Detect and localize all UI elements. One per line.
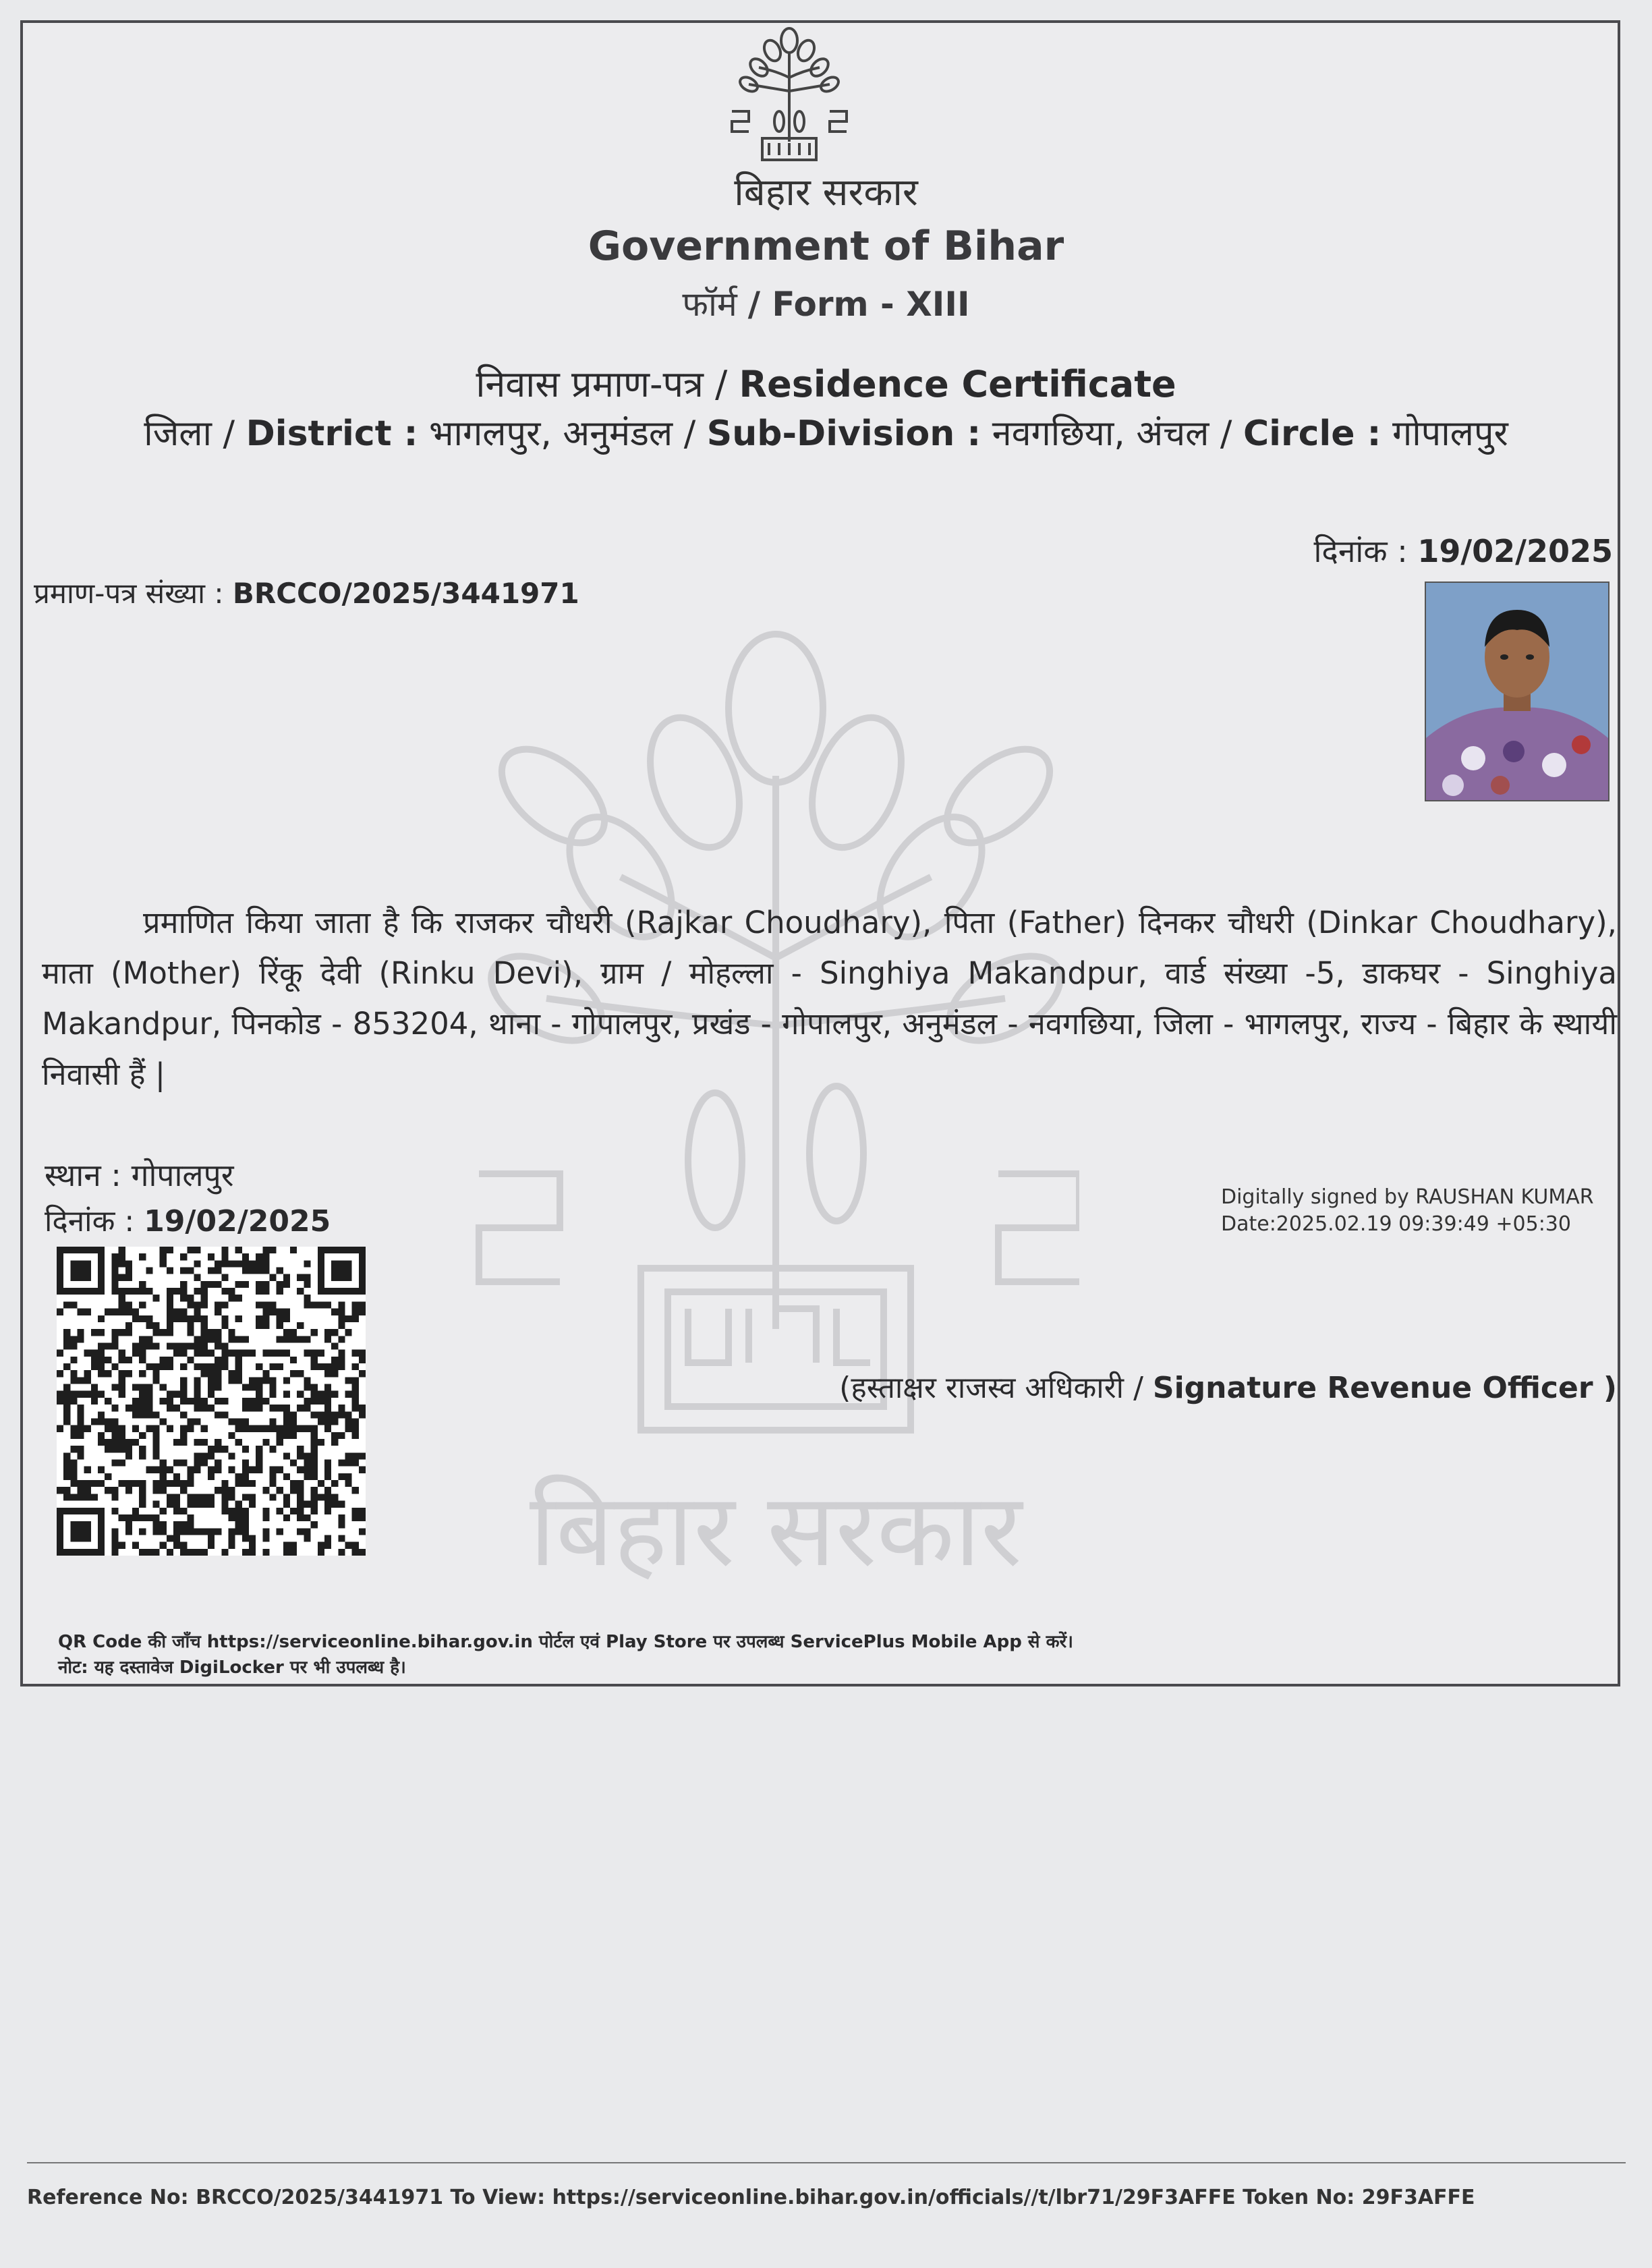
signature-label-hindi: (हस्ताक्षर राजस्व अधिकारी / xyxy=(839,1371,1143,1405)
certificate-number xyxy=(34,573,579,612)
subdivision-label: Sub-Division : xyxy=(706,414,981,454)
date-label: दिनांक : xyxy=(1313,533,1408,569)
bihar-emblem-logo xyxy=(722,24,857,165)
district-label-en: District : xyxy=(246,414,418,454)
certificate-date xyxy=(1313,530,1613,571)
subdivision-value: नवगछिया, अंचल / xyxy=(992,414,1232,454)
circle-label: Circle : xyxy=(1243,414,1382,454)
certificate-title xyxy=(0,358,1652,407)
qr-code xyxy=(57,1247,366,1556)
reference-footer: Reference No: BRCCO/2025/3441971 To View: https://serviceonline.bihar.gov.in/officials//t/lbr71/29F3AFFE Token No: 29F3AFFE xyxy=(27,2186,1475,2209)
place-label: स्थान : xyxy=(45,1157,121,1193)
place-value: गोपालपुर xyxy=(131,1157,234,1193)
qr-verification-note: QR Code की जाँच https://serviceonline.bihar.gov.in पोर्टल एवं Play Store पर उपलब्ध ServicePlus Mobile App से करें। xyxy=(58,1632,1074,1652)
header-title-hindi: बिहार सरकार xyxy=(734,171,918,215)
certificate-body: प्रमाणित किया जाता है कि राजकर चौधरी (Rajkar Choudhary), पिता (Father) दिनकर चौधरी (Dinkar Choudhary), माता (Mother) रिंकू देवी (Rinku Devi), ग्राम / मोहल्ला - Singhiya Makandpur, वार्ड संख्या -5, डाकघर - Singhiya Makandpur, पिनकोड - 853204, थाना - गोपालपुर, प्रखंड - गोपालपुर, अनुमंडल - नवगछिया, जिला - भागलपुर, राज्य - बिहार के स्थायी निवासी हैं | xyxy=(42,905,1617,1092)
place xyxy=(45,1154,234,1195)
verification-notes xyxy=(58,1629,1073,1680)
certificate-title-english: Residence Certificate xyxy=(739,363,1176,405)
issue-date xyxy=(45,1199,331,1240)
form-label-hindi: फॉर्म xyxy=(682,285,737,324)
header-title-english: Government of Bihar xyxy=(588,223,1064,270)
form-number: / Form - XIII xyxy=(747,285,970,324)
form-label xyxy=(0,280,1652,326)
location-line xyxy=(0,408,1652,456)
certificate-number-label: प्रमाण-पत्र संख्या : xyxy=(34,577,224,610)
digilocker-note: नोट: यह दस्तावेज DigiLocker पर भी उपलब्ध है। xyxy=(58,1657,406,1678)
signature-label-english: Signature Revenue Officer ) xyxy=(1152,1371,1617,1405)
certificate-title-hindi: निवास प्रमाण-पत्र / xyxy=(476,363,728,405)
signature-officer xyxy=(839,1366,1617,1407)
issue-date-value: 19/02/2025 xyxy=(144,1204,331,1239)
footer-divider xyxy=(27,2162,1626,2163)
digital-signature-date: Date:2025.02.19 09:39:49 +05:30 xyxy=(1221,1212,1571,1236)
issue-date-label: दिनांक : xyxy=(45,1204,135,1239)
bihar-emblem-watermark xyxy=(472,621,1079,1599)
applicant-photo xyxy=(1425,582,1610,801)
district-value: भागलपुर, अनुमंडल / xyxy=(429,414,696,454)
digital-signature-signer: Digitally signed by RAUSHAN KUMAR xyxy=(1221,1185,1594,1209)
circle-value: गोपालपुर xyxy=(1392,414,1508,454)
digital-signature xyxy=(1221,1184,1594,1238)
date-value: 19/02/2025 xyxy=(1417,533,1613,569)
district-label: जिला / xyxy=(144,414,235,454)
certificate-number-value: BRCCO/2025/3441971 xyxy=(232,577,579,610)
svg-text:बिहार सरकार: बिहार सरकार xyxy=(529,1472,1023,1589)
